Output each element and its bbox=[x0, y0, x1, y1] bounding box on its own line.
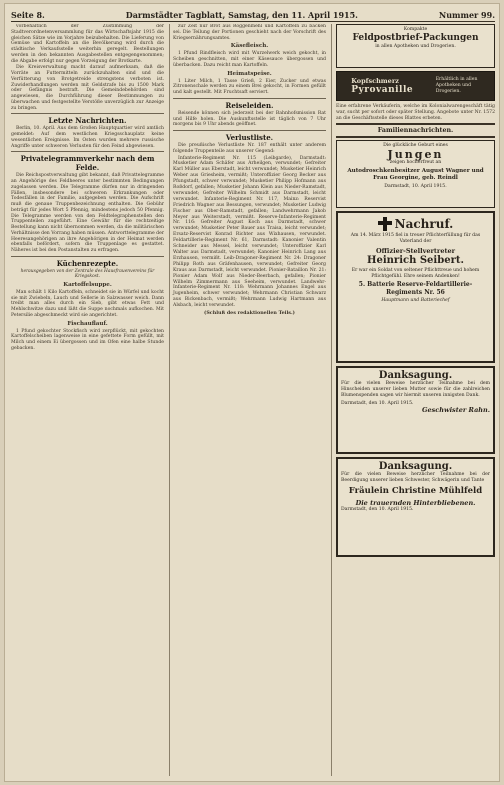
article-paragraph: Die Kreisverwaltung macht darauf aufmerksam, daß die Vorräte an Futtermitteln zurückzuhalten sind und die Verfütterung von Brotgetreide strengstens verboten ist. Zuwiderhandlungen werden mit Geldstrafe bis zu 1500 Mark oder Gefängnis bestraft. Die Gemeindebehörden sind angewiesen, die Durchführung dieser Bestimmungen zu überwachen und festgestellte Verstöße unverzüglich zur Anzeige zu bringen. bbox=[11, 65, 164, 111]
thanks-deceased-name: Fräulein Christine Mühlfeld bbox=[348, 485, 483, 496]
birth-headline: Jungen bbox=[387, 148, 444, 162]
newspaper-page bbox=[4, 3, 500, 782]
column-right-ads bbox=[331, 24, 495, 776]
obituary-title: Nachruf. bbox=[394, 216, 454, 231]
classified-ad: Eine erfahrene Verkäuferin, welche im Kolonialwarengeschäft tätig war, sucht per sofort oder später Stellung. Angebote unter Nr. 1572 an die Geschäftsstelle dieses Blattes erbeten. bbox=[336, 104, 495, 121]
section-heading-kuechenrezepte: Küchenrezepte. bbox=[56, 258, 119, 268]
casualty-list: Infanterie-Regiment Nr. 115 (Leibgarde), Darmstadt: Musketier Adam Schäfer aus Arheilgen, verwundet; Gefreiter Karl Müller aus Eberstadt, leicht verwundet; Musketier Heinrich Weber aus Griesheim, vermißt; Unteroffizier Georg Becker aus Pfungstadt, schwer verwundet; Musketier Philipp Hofmann aus Roßdorf, gefallen; Musketier Johann Klein aus Nieder-Ramstadt, verwundet; Gefreiter Wilhelm Schmidt aus Darmstadt, leicht verwundet. Infanterie-Regiment Nr. 117, Mainz: Reservist Friedrich Wagner aus Bessungen, verwundet; Musketier Ludwig Fischer aus Ober-Ramstadt, gefallen; Landwehrmann Jakob Meyer aus Weiterstadt, vermißt. Reserve-Infanterie-Regiment Nr. 116: Gefreiter August Koch aus Darmstadt, schwer verwundet; Musketier Peter Bauer aus Traisa, leicht verwundet; Ersatz-Reservist Konrad Richter aus Wixhausen, verwundet. Feldartillerie-Regiment Nr. 61, Darmstadt: Kanonier Valentin Schneider aus Messel, leicht verwundet; Unteroffizier Karl Walter aus Darmstadt, verwundet; Kanonier Heinrich Lang aus Erzhausen, vermißt. Leib-Dragoner-Regiment Nr. 24: Dragoner Philipp Roth aus Gräfenhausen, verwundet; Gefreiter Georg Kraus aus Darmstadt, leicht verwundet. Pionier-Bataillon Nr. 21: Pionier Adam Wolf aus Nieder-Beerbach, gefallen; Pionier Wilhelm Zimmermann aus Seeheim, verwundet. Landwehr-Infanterie-Regiment Nr. 118: Wehrmann Johannes Engel aus Jugenheim, schwer verwundet; Wehrmann Christian Schwarz aus Bickenbach, vermißt; Wehrmann Ludwig Hartmann aus Alsbach, leicht verwundet. bbox=[173, 155, 326, 309]
article-paragraph: Die preußische Verlustliste Nr. 187 enthält unter anderem folgende Truppenteile aus unserer Gegend: bbox=[173, 143, 326, 154]
section-subheading: herausgegeben von der Zentrale des Hausfrauenvereins für Kriegskost. bbox=[20, 268, 155, 280]
editorial-end-note: (Schluß des redaktionellen Teils.) bbox=[204, 310, 295, 317]
advert-note: Erhältlich in allen Apotheken und Drogerien. bbox=[435, 77, 478, 94]
article-paragraph: Die Reichspostverwaltung gibt bekannt, daß Privattelegramme an Angehörige des Feldheeres unter bestimmten Bedingungen zugelassen werden. Die Telegramme dürfen nur in dringenden Fällen, insbesondere bei schweren Erkrankungen oder Todesfällen in der Familie, aufgegeben werden. Die Aufschrift muß die genaue Truppenbezeichnung enthalten. Die Gebühr beträgt für jedes Wort 5 Pfennig, mindestens jedoch 50 Pfennig. Die Telegramme werden von den Feldtelegraphenstellen den Truppenteilen zugeführt. Eine Gewähr für die rechtzeitige Bestellung kann nicht übernommen werden, da die militärischen Verhältnisse den Vorrang haben müssen. Antworttelegramme der Heeresangehörigen an ihre Angehörigen in der Heimat werden ebenfalls befördert, sofern die Truppenlage es gestattet. Näheres ist bei den Postanstalten zu erfragen. bbox=[11, 173, 164, 253]
divider bbox=[11, 113, 164, 114]
thanks-title: Danksagung. bbox=[378, 461, 453, 473]
divider bbox=[173, 98, 326, 99]
article-paragraph: vorbehaltlich der Zustimmung der Stadtverordnetenversammlung für das Wirtschaftsjahr 1915 die gleichen Sätze wie im Vorjahre beizubehalten. Die Lieferung von Gemüse und Kartoffeln an die Bevölkerung wird durch die städtische Verkaufsstelle weiterhin geregelt. Bestellungen werden in den bekannten Ausgabestellen entgegengenommen; die Abgabe erfolgt nur gegen Vorzeigung der Brotkarte. bbox=[11, 24, 164, 64]
birth-parents: Autodroschkenbesitzer August Wagner und Frau Georgine, geb. Reindl bbox=[347, 167, 484, 181]
recipe-text: 1 Pfund gekochter Stockfisch wird zerpflückt, mit gekochten Kartoffelscheiben lagenweise in eine gefettete Form gefüllt, mit Milch und einem Ei übergossen und im Ofen eine halbe Stunde gebacken. bbox=[11, 328, 164, 351]
divider bbox=[11, 256, 164, 257]
section-heading-family: Familiennachrichten. bbox=[377, 127, 454, 135]
advert-pyrovanille bbox=[336, 71, 495, 101]
article-paragraph: Reisende können sich jederzeit bei der Bahnhofsmission Rat und Hilfe holen. Die Auskunftsstelle ist täglich von 7 Uhr morgens bis 9 Uhr abends geöffnet. bbox=[173, 110, 326, 128]
advert-product: Pyrovanille bbox=[351, 84, 414, 95]
recipe-title: Kartoffelsuppe. bbox=[63, 281, 112, 288]
obituary-unit: 5. Batterie Reserve-Feldartillerie-Regiments Nr. 56 bbox=[358, 281, 473, 296]
divider bbox=[336, 136, 495, 138]
obituary-signature: Hauptmann und Batteriechef bbox=[381, 298, 450, 304]
birth-announcement bbox=[336, 140, 495, 208]
divider bbox=[336, 123, 495, 125]
section-heading-reiseleiden: Reiseleiden. bbox=[225, 100, 274, 110]
advert-line: Kompakte bbox=[403, 27, 428, 32]
advert-line: in allen Apotheken und Drogerien. bbox=[375, 43, 456, 49]
divider bbox=[11, 151, 164, 152]
advert-brand: Kopfschmerz bbox=[351, 76, 399, 85]
obituary-seibert bbox=[336, 211, 495, 363]
article-paragraph: zur Zeit nur Brot aus Roggenmehl und Kartoffeln zu backen sei. Die Teilung der Portionen geschieht nach der Vorschrift des Kriegsernährungsamtes. bbox=[173, 24, 326, 41]
thanks-signature: Die trauernden Hinterbliebenen. bbox=[355, 498, 476, 507]
recipe-title: Käsefleisch. bbox=[230, 43, 269, 50]
thanks-text: Für die vielen Beweise herzlicher Teilnahme bei der Beerdigung unserer lieben Schwester, Schwägerin und Tante bbox=[341, 472, 490, 484]
advert-headline: Feldpostbrief-Packungen bbox=[352, 32, 479, 43]
birth-text: zeigen hocherfreut an bbox=[389, 160, 442, 166]
recipe-text: 1 Liter Milch, 1 Tasse Grieß, 2 Eier, Zucker und etwas Zitronenschale werden zu einem Brei gekocht, in Formen gefüllt und kalt gestellt. Mit Fruchtsaft serviert. bbox=[173, 78, 326, 95]
recipe-title: Fischauflauf. bbox=[67, 320, 108, 327]
masthead bbox=[11, 8, 495, 22]
recipe-text: 1 Pfund Rindfleisch wird mit Wurzelwerk weich gekocht, in Scheiben geschnitten, mit einer Käsesauce übergossen und überbacken. Dazu reicht man Kartoffeln. bbox=[173, 51, 326, 68]
obituary-text: Am 14. März 1915 fiel in treuer Pflichterfüllung für das Vaterland der bbox=[350, 233, 481, 245]
divider bbox=[173, 130, 326, 131]
birth-text: Die glückliche Geburt eines bbox=[383, 143, 448, 149]
column-middle bbox=[169, 24, 326, 776]
thanks-title: Danksagung. bbox=[378, 370, 453, 382]
recipe-title: Heimatspeise. bbox=[227, 70, 272, 77]
obituary-rank: Offizier-Stellvertreter bbox=[375, 246, 456, 255]
thanks-muehlfeld bbox=[336, 457, 495, 557]
article-paragraph: Berlin, 10. April. Aus dem Großen Hauptquartier wird amtlich gemeldet: Auf dem westlichen Kriegsschauplatz keine wesentlichen Ereignisse. Im Osten wurden mehrere russische Angriffe unter schweren Verlusten für den Feind abgewiesen. bbox=[11, 126, 164, 149]
thanks-rahn bbox=[336, 366, 495, 454]
thanks-date: Darmstadt, den 10. April 1915. bbox=[341, 400, 414, 406]
issue-number: Nummer 99. bbox=[438, 9, 495, 20]
advert-feldpost bbox=[336, 24, 495, 68]
thanks-signature: Geschwister Rahn. bbox=[421, 406, 490, 415]
column-left bbox=[11, 24, 164, 776]
recipe-text: Man schält 1 Kilo Kartoffeln, schneidet sie in Würfel und kocht sie mit Zwiebeln, Lauch und Sellerie in Salzwasser weich. Dann treibt man alles durch ein Sieb, gibt etwas Fett und Mehlschwitze dazu und läßt die Suppe nochmals aufkochen. Mit Petersilie abgeschmeckt wird sie angerichtet. bbox=[11, 289, 164, 318]
thanks-date: Darmstadt, den 10. April 1915. bbox=[341, 506, 414, 512]
section-heading-privattelegramm: Privatelegrammverkehr nach dem Felde. bbox=[20, 154, 155, 173]
newspaper-title: Darmstädter Tagblatt, Samstag, den 11. April 1915. bbox=[125, 9, 358, 20]
obituary-name: Heinrich Seibert. bbox=[367, 254, 464, 266]
birth-date: Darmstadt, 10. April 1915. bbox=[384, 183, 447, 189]
page-number: Seite 8. bbox=[11, 9, 45, 20]
section-heading-letzte-nachrichten: Letzte Nachrichten. bbox=[48, 116, 127, 126]
thanks-text: Für die vielen Beweise herzlicher Teilnahme bei dem Hinscheiden unserer lieben Mutter sowie für die zahlreichen Blumenspenden sagen wir hiermit unseren innigsten Dank. bbox=[341, 381, 490, 398]
obituary-text: Er war ein Soldat von seltener Pflichttreue und hohem Pflichtgefühl. Ehre seinem Andenken! bbox=[351, 267, 480, 279]
cross-icon bbox=[378, 217, 392, 231]
section-heading-verlustliste: Verlustliste. bbox=[225, 133, 274, 142]
